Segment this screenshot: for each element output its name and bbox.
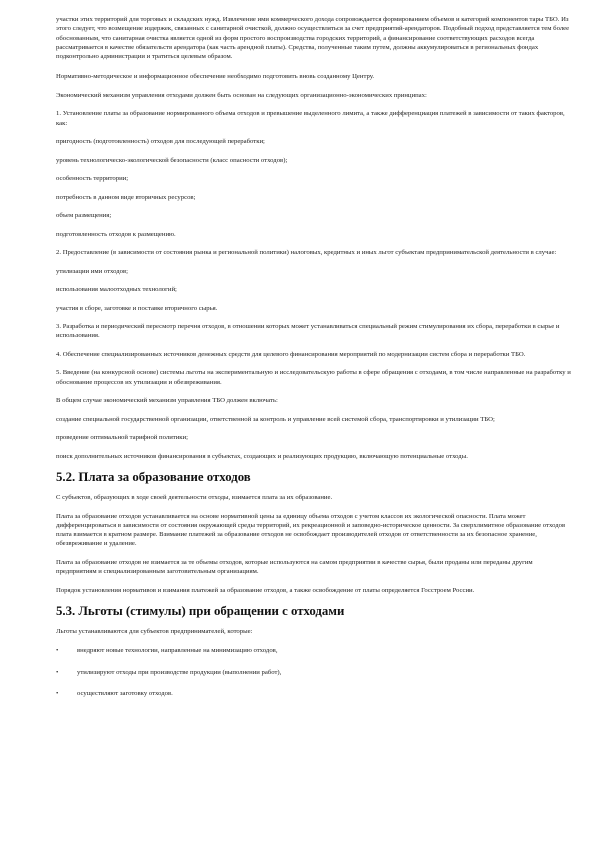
principle-5: 5. Введение (на конкурсной основе) системы льготы на экспериментальную и исследовательскую работы в сфере обращения с отходами, в том числе направленные на разработку и обоснование процессов их утилизации и обезвреживания. <box>56 369 571 386</box>
factor-safety: уровень технологическо-экологической безопасности (класс опасности отходов); <box>56 156 288 164</box>
bullet-icon: • <box>56 646 59 654</box>
mechanism-funding: поиск дополнительных источников финансирования в субъектах, создающих и реализующих продукцию, включающую потенциальные отходы. <box>56 452 468 460</box>
list-item-text: внедряют новые технологии, направленные на минимизацию отходов, <box>77 646 278 654</box>
list-item <box>56 689 573 698</box>
factor-territory: особенность территории; <box>56 175 129 183</box>
list-item-text: осуществляют заготовку отходов. <box>77 690 173 698</box>
list-item <box>56 646 573 655</box>
section-5-2-paragraph: Порядок установления нормативов и взимания платежей за образование отходов, а также освобождение от платы определяется Госстроем России. <box>56 586 475 594</box>
list-item <box>56 668 573 677</box>
principle-3: 3. Разработка и периодический пересмотр перечня отходов, в отношении которых может устанавливаться специальный режим стимулирования их сбора, переработки в сырье и использования. <box>56 323 560 340</box>
paragraph-center: Нормативно-методическое и информационное обеспечение необходимо подготовить вновь созданному Центру. <box>56 73 375 81</box>
section-5-2-paragraph: С субъектов, образующих в ходе своей деятельности отходы, взимается плата за их образование. <box>56 494 333 502</box>
factor-volume: объем размещения; <box>56 212 112 220</box>
paragraph-principles-intro: Экономический механизм управления отходами должен быть основан на следующих организационно-экономических принципах: <box>56 91 427 99</box>
paragraph-leasing: участки этих территорий для торговых и складских нужд. Извлечение ими коммерческого дохода сопровождается формированием объемов и категорий компонентов тары ТБО. Из этого следует, что возмещение издержек, связанных с санитарной очисткой, должно осуществляться за счет предприятий-арендаторов. Подобный подход представляется тем более обоснованным, что санитарная очистка является одной из форм простого воспроизводства городских территорий, а финансирование соответствующих расходов всегда рассматривается в качестве обязательств арендатора (как часть арендной платы). Средства, полученные таким путем, должны аккумулироваться в региональных фондах подконтрольно администрации и тратиться целевым образом. <box>56 16 570 61</box>
section-5-3-intro: Льготы устанавливаются для субъектов предпринимателей, которые: <box>56 628 253 636</box>
factor-demand: потребность в данном виде вторичных ресурсов; <box>56 193 196 201</box>
factor-preparedness: подготовленность отходов к размещению. <box>56 230 176 238</box>
section-5-2-paragraph: Плата за образование отходов не взимается за те объемы отходов, которые используются на самом предприятии в качестве сырья, были проданы или переданы другим предприятиям и специализированным заготовительным организациям. <box>56 558 533 576</box>
principle-1: 1. Установление платы за образование нормированного объема отходов и превышение выделенного лимита, а также дифференциация платежей в зависимости от таких факторов, как: <box>56 110 565 127</box>
case-secondary: участия в сборе, заготовке и поставке вторичного сырья. <box>56 304 218 312</box>
section-5-2-paragraph: Плата за образование отходов устанавливается на основе нормативной цены за единицу объема отходов с учетом классов их экологической опасности. Плата может дифференцироваться в зависимости от состояния окружающей среды территорий, их рекреационной и заповедно-историческое ценности. За сверхлимитное образование отходов плата взимается в кратном размере. Взимание платежей за образование отходов не освобождает производителей отходов от ответственности за их безопасное хранение, обезвреживание и удаление. <box>56 512 566 548</box>
section-heading-5-3: 5.3. Льготы (стимулы) при обращении с отходами <box>56 604 345 619</box>
mechanism-tariff: проведение оптимальной тарифной политики; <box>56 434 188 442</box>
principle-4: 4. Обеспечение специализированных источников денежных средств для целевого финансирования мероприятий по модернизации систем сбора и переработки ТБО. <box>56 350 526 358</box>
mechanism-organization: создание специальной государственной организации, ответственной за контроль и управление всей системой сбора, транспортировки и утилизации ТБО; <box>56 415 495 423</box>
section-heading-5-2: 5.2. Плата за образование отходов <box>56 470 251 485</box>
bullet-icon: • <box>56 668 59 676</box>
list-item-text: утилизируют отходы при производстве продукции (выполнении работ), <box>77 668 282 676</box>
case-utilization: утилизации ими отходов; <box>56 267 129 275</box>
bullet-icon: • <box>56 690 59 698</box>
factor-suitability: пригодность (подготовленность) отходов для последующей переработки; <box>56 138 265 146</box>
benefits-list <box>56 646 573 699</box>
principle-2: 2. Предоставление (в зависимости от состояния рынка и региональной политики) налоговых, кредитных и иных льгот субъектам предпринимательской деятельности в случае: <box>56 249 557 257</box>
case-low-waste: использования малоотходных технологий; <box>56 286 177 294</box>
mechanism-intro: В общем случае экономический механизм управления ТБО должен включать: <box>56 397 278 405</box>
